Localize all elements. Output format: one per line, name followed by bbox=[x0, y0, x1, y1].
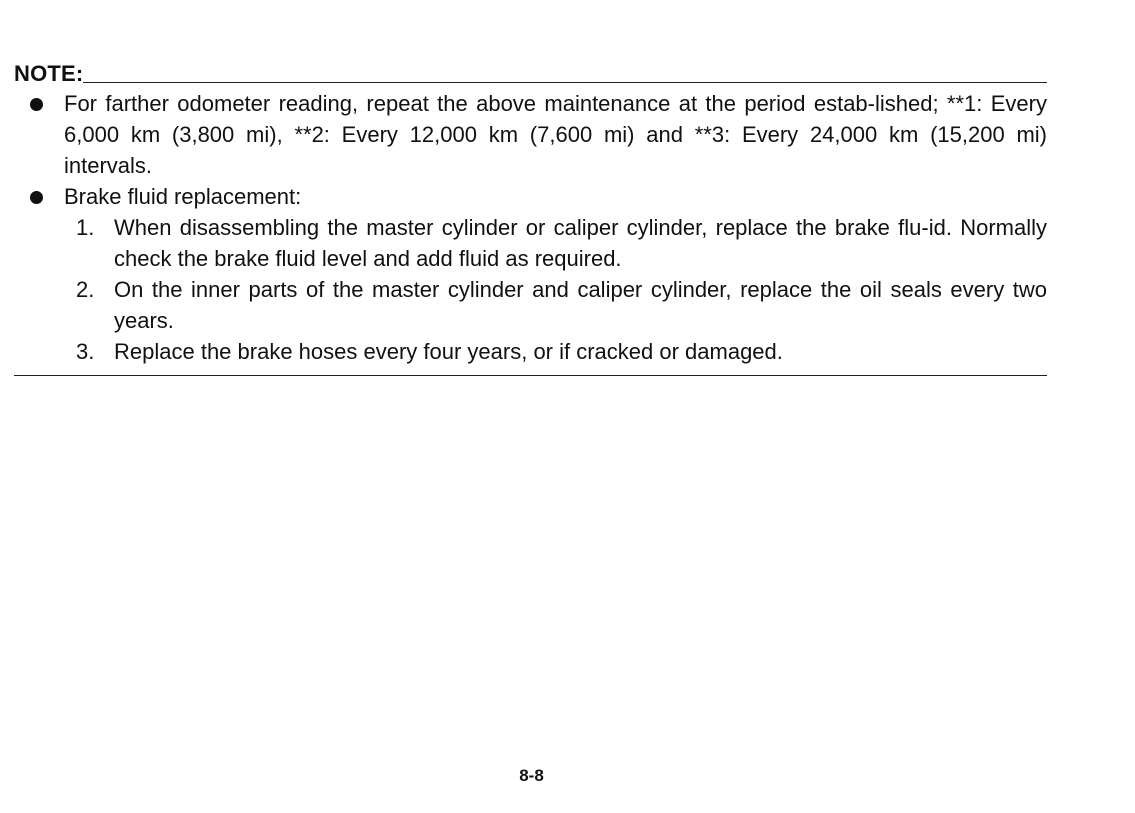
bullet-item-brake-fluid bbox=[14, 181, 1047, 212]
page-number: 8-8 bbox=[519, 766, 544, 785]
item-number: 3. bbox=[76, 339, 95, 364]
note-header bbox=[14, 61, 1047, 87]
item-number: 2. bbox=[76, 277, 95, 302]
bullet-dot-icon bbox=[30, 191, 43, 204]
item-text: When disassembling the master cylinder or caliper cylinder, replace the brake flu-id. Normally check the brake fluid level and add fluid as required. bbox=[114, 215, 1047, 271]
bullet-item-maintenance-intervals bbox=[14, 88, 1047, 181]
note-end-rule bbox=[14, 375, 1047, 376]
item-text: On the inner parts of the master cylinder and caliper cylinder, replace the oil seals every two years. bbox=[114, 277, 1047, 333]
numbered-item-1 bbox=[14, 212, 1047, 274]
numbered-item-2 bbox=[14, 274, 1047, 336]
note-label: NOTE: bbox=[14, 61, 84, 86]
item-text: Replace the brake hoses every four years, or if cracked or damaged. bbox=[114, 339, 783, 364]
numbered-item-3 bbox=[14, 336, 1047, 367]
note-header-rule bbox=[83, 82, 1047, 83]
bullet-dot-icon bbox=[30, 98, 43, 111]
bullet-text: For farther odometer reading, repeat the above maintenance at the period estab-lished; **1: Every 6,000 km (3,800 mi), **2: Every 12,000 km (7,600 mi) and **3: Every 24,000 km (15,200 mi) intervals. bbox=[64, 91, 1047, 178]
note-body bbox=[14, 88, 1047, 367]
item-number: 1. bbox=[76, 215, 95, 240]
bullet-text: Brake fluid replacement: bbox=[64, 184, 302, 209]
